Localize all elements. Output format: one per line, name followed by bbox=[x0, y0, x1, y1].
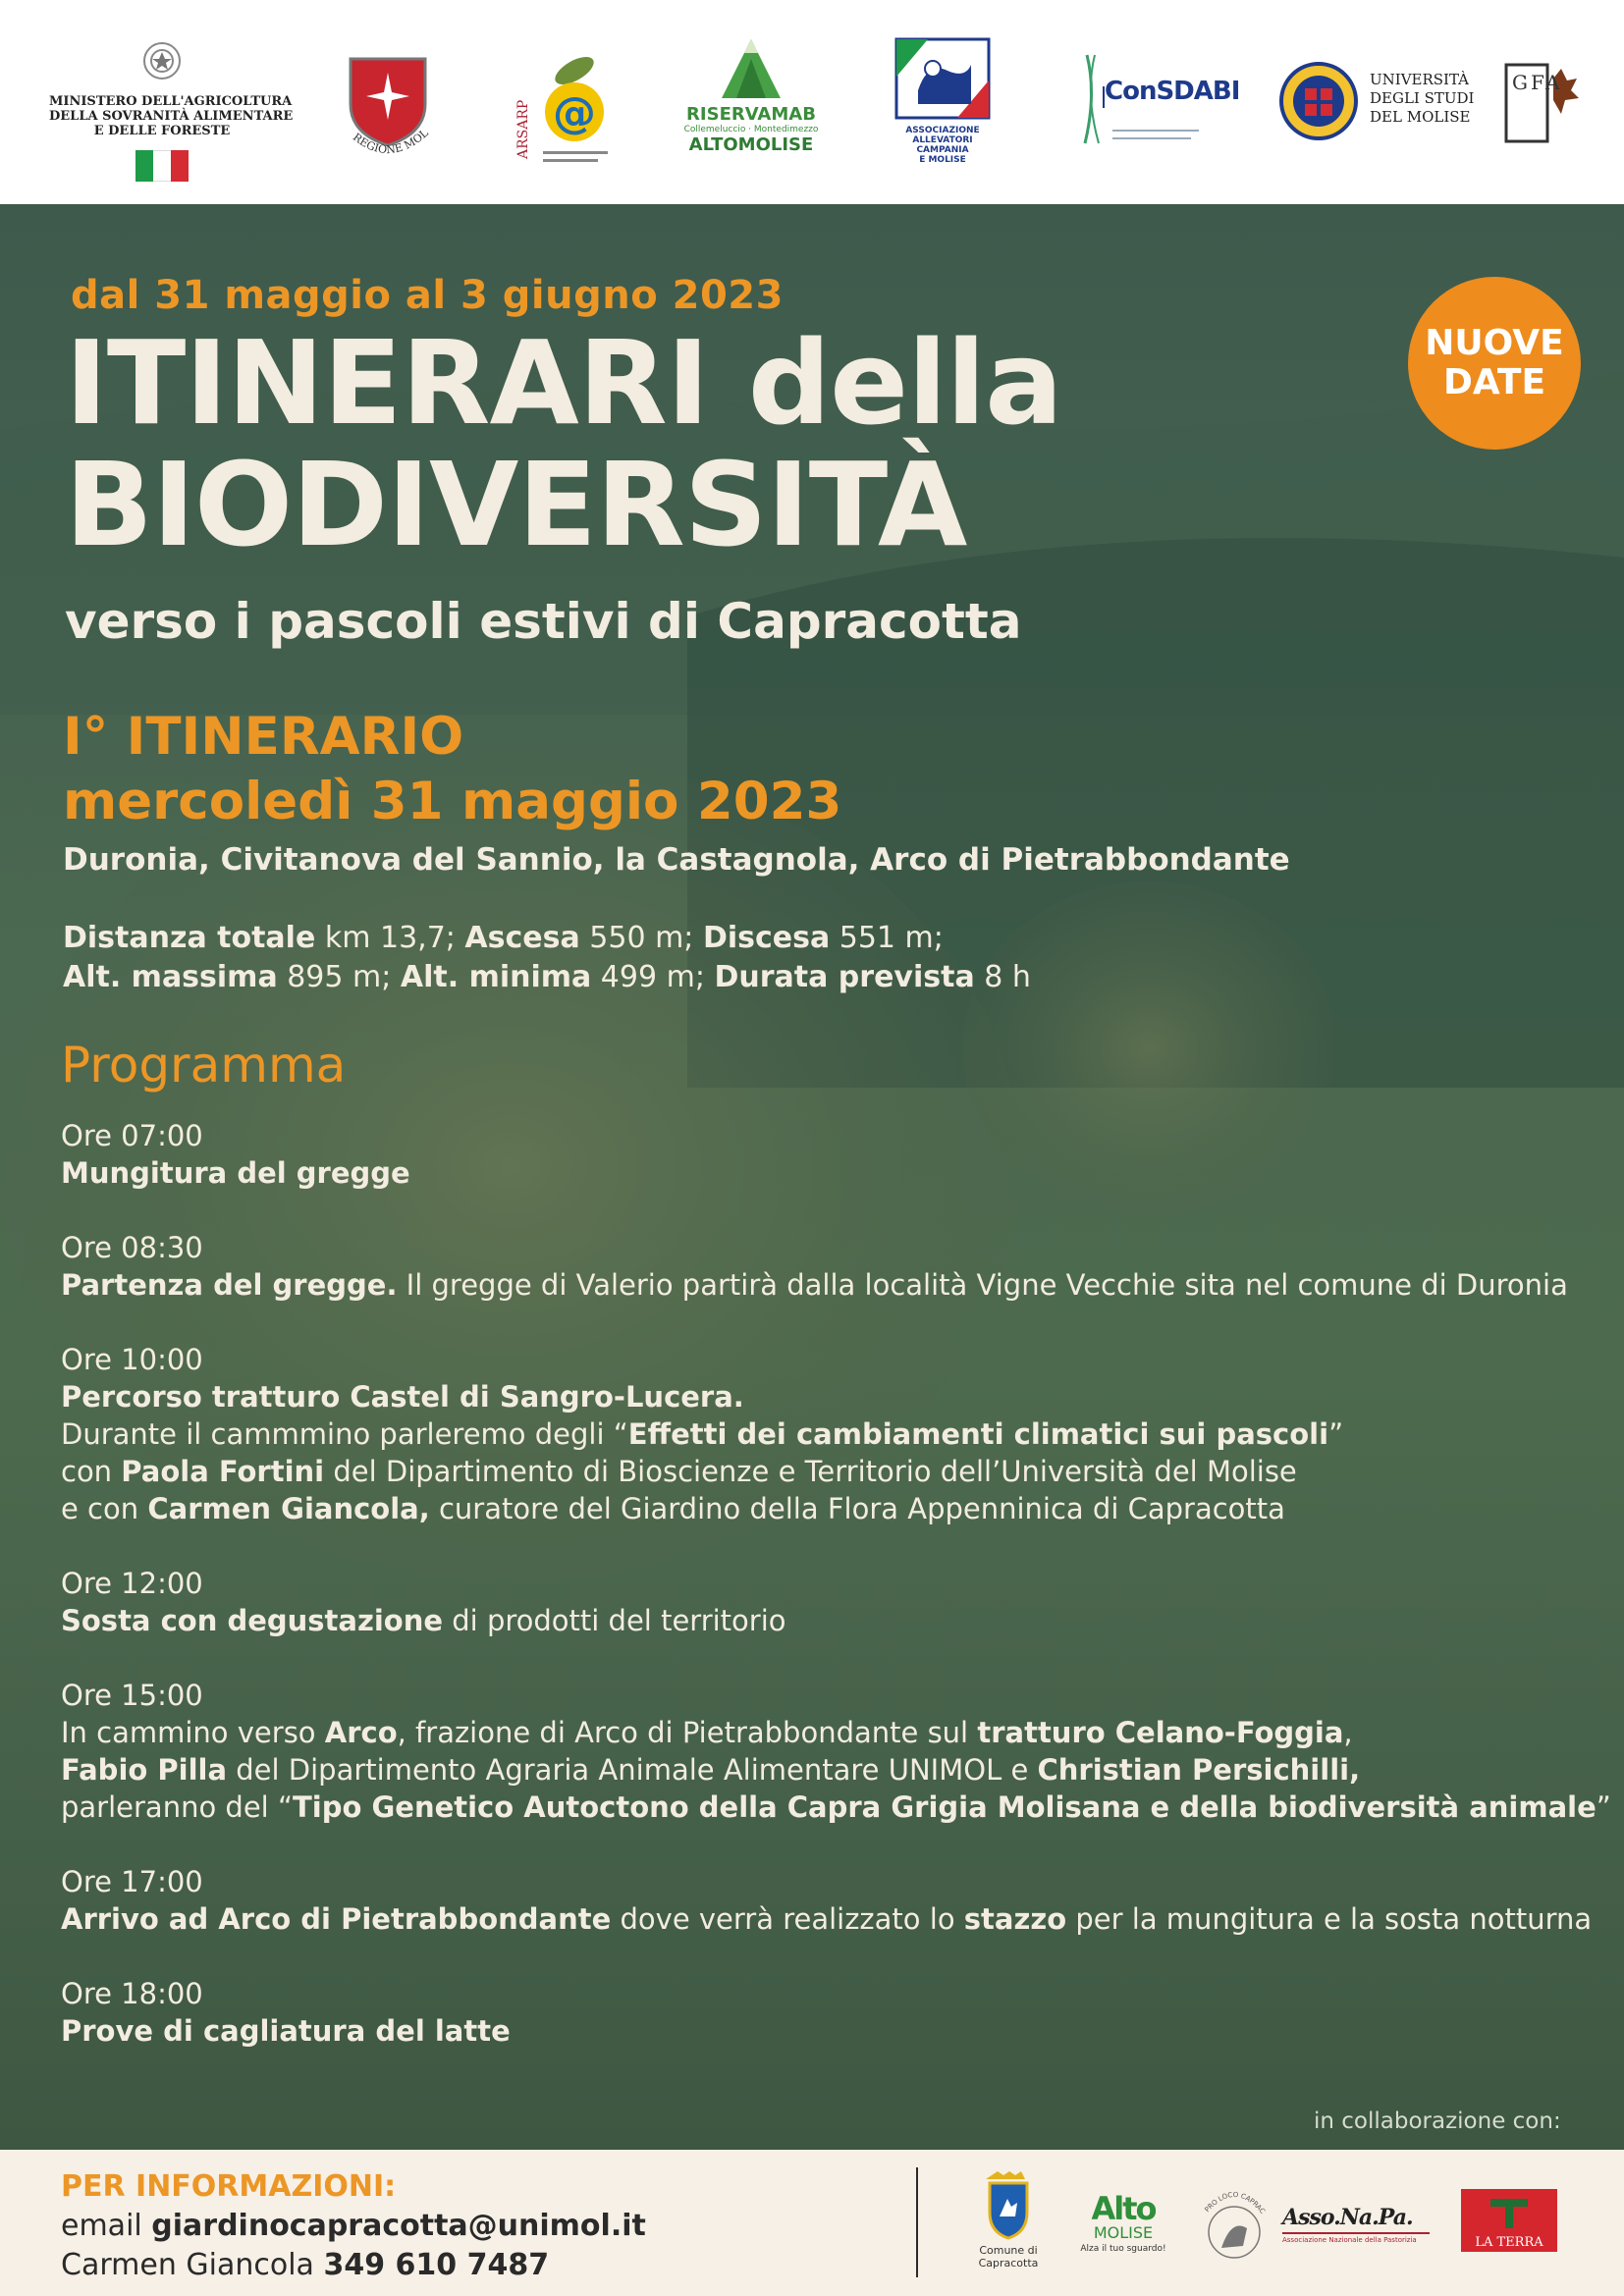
badge-line-2: DATE bbox=[1442, 362, 1546, 402]
assonapa-subtext: Associazione Nazionale della Pastorizia bbox=[1282, 2232, 1430, 2244]
comune-line-1: Comune di bbox=[979, 2244, 1038, 2257]
program-text-line bbox=[61, 1453, 1612, 1490]
regione-shield-icon bbox=[329, 47, 447, 175]
ascent-value: 550 m; bbox=[579, 921, 703, 955]
duration-label: Durata prevista bbox=[714, 960, 975, 994]
stats-line-1 bbox=[63, 919, 1031, 958]
program-bold-text: Tipo Genetico Autoctono della Capra Grigia Molisana e della biodiversità animale bbox=[292, 1790, 1597, 1824]
new-dates-badge bbox=[1408, 277, 1581, 450]
program-text: parleranno del “ bbox=[61, 1790, 293, 1824]
riserva-line-2: Collemeluccio · Montedimezzo bbox=[683, 125, 819, 134]
program-text: di prodotti del territorio bbox=[443, 1604, 786, 1637]
phone-number: 349 610 7487 bbox=[323, 2248, 550, 2282]
program-text-line bbox=[61, 2012, 1612, 2050]
email-link[interactable]: giardinocapracotta@unimol.it bbox=[151, 2209, 646, 2243]
program-time: Ore 18:00 bbox=[61, 1977, 203, 2010]
program-item bbox=[61, 1117, 1612, 1192]
assonapa-logo bbox=[1282, 2205, 1430, 2254]
itinerary-date: mercoledì 31 maggio 2023 bbox=[63, 772, 842, 831]
riserva-line-1: RISERVAMAB bbox=[686, 104, 816, 125]
itinerary-number: I° ITINERARIO bbox=[63, 707, 464, 767]
comune-crest-icon bbox=[964, 2169, 1053, 2240]
program-bold-text: Arrivo ad Arco di Pietrabbondante bbox=[61, 1902, 612, 1936]
program-bold-text: Arco bbox=[324, 1716, 398, 1749]
alt-min-label: Alt. minima bbox=[400, 960, 592, 994]
associazione-allevatori-logo bbox=[889, 31, 997, 179]
program-bold-text: Carmen Giancola, bbox=[147, 1492, 430, 1525]
duration-value: 8 h bbox=[974, 960, 1031, 994]
program-text-line bbox=[61, 1900, 1612, 1938]
universita-line-1: UNIVERSITÀ bbox=[1370, 71, 1469, 88]
program-text: In cammino verso bbox=[61, 1716, 325, 1749]
associazione-line-4: E MOLISE bbox=[919, 155, 966, 165]
program-bold-text: Partenza del gregge. bbox=[61, 1268, 398, 1302]
program-time: Ore 07:00 bbox=[61, 1119, 203, 1152]
ministry-line-2: DELLA SOVRANITÀ ALIMENTARE bbox=[49, 109, 294, 124]
program-list bbox=[61, 1117, 1612, 2087]
pro-loco-logo bbox=[1200, 2173, 1269, 2281]
regione-molise-text: REGIONE MOL bbox=[350, 126, 431, 157]
svg-text:@: @ bbox=[553, 88, 596, 138]
itinerary-stats bbox=[63, 919, 1031, 997]
hero-section bbox=[0, 204, 1624, 2150]
program-bold-text: stazzo bbox=[963, 1902, 1067, 1936]
arsarp-text: ARSARP bbox=[515, 99, 531, 159]
arsarp-at-icon bbox=[535, 41, 614, 169]
animals-icon bbox=[889, 31, 997, 122]
program-text-line bbox=[61, 1751, 1612, 1789]
mountain-tree-icon bbox=[677, 31, 825, 100]
info-heading: PER INFORMAZIONI: bbox=[61, 2169, 397, 2204]
consdabi-logo bbox=[1075, 49, 1240, 147]
descent-label: Discesa bbox=[702, 921, 831, 955]
descent-value: 551 m; bbox=[830, 921, 944, 955]
program-text: e con bbox=[61, 1492, 148, 1525]
program-text-line bbox=[61, 1789, 1612, 1826]
gfa-text: GFA bbox=[1512, 71, 1563, 94]
alto-slogan: Alza il tuo sguardo! bbox=[1080, 2244, 1166, 2254]
program-item bbox=[61, 1975, 1612, 2050]
la-terra-text: LA TERRA bbox=[1475, 2235, 1543, 2250]
ministry-logo bbox=[49, 35, 294, 183]
program-text: dove verrà realizzato lo bbox=[611, 1902, 964, 1936]
regione-molise-logo bbox=[329, 47, 447, 175]
program-item bbox=[61, 1341, 1612, 1527]
program-item bbox=[61, 1229, 1612, 1304]
program-time: Ore 17:00 bbox=[61, 1865, 203, 1898]
alt-max-label: Alt. massima bbox=[63, 960, 278, 994]
alt-min-value: 499 m; bbox=[591, 960, 715, 994]
collaboration-label: in collaborazione con: bbox=[1314, 2109, 1561, 2134]
program-text: con bbox=[61, 1455, 122, 1488]
program-bold-text: Fabio Pilla bbox=[61, 1753, 228, 1787]
info-email-line bbox=[61, 2209, 646, 2243]
itinerary-places: Duronia, Civitanova del Sannio, la Castagnola, Arco di Pietrabbondante bbox=[63, 842, 1290, 878]
alto-text: Alto bbox=[1091, 2190, 1156, 2227]
program-item bbox=[61, 1677, 1612, 1826]
program-text-line bbox=[61, 1266, 1612, 1304]
program-text: Il gregge di Valerio partirà dalla località Vigne Vecchie sita nel comune di Duronia bbox=[397, 1268, 1568, 1302]
distance-value: km 13,7; bbox=[315, 921, 465, 955]
title-line-2: BIODIVERSITÀ bbox=[65, 437, 967, 572]
universita-line-2: DEGLI STUDI bbox=[1370, 89, 1475, 107]
info-phone-line bbox=[61, 2248, 549, 2282]
pro-loco-emblem-icon bbox=[1200, 2173, 1269, 2281]
comune-line-2: Capracotta bbox=[978, 2257, 1039, 2269]
program-bold-text: Prove di cagliatura del latte bbox=[61, 2014, 511, 2048]
subtitle: verso i pascoli estivi di Capracotta bbox=[65, 593, 1022, 650]
program-item bbox=[61, 1863, 1612, 1938]
contact-name: Carmen Giancola bbox=[61, 2248, 324, 2282]
program-bold-text: Sosta con degustazione bbox=[61, 1604, 444, 1637]
title-line-1: ITINERARI della bbox=[65, 315, 1062, 451]
svg-text:PRO LOCO CAPRACOTTA bbox=[1200, 2173, 1267, 2216]
arsarp-logo bbox=[515, 41, 614, 169]
pro-loco-text: PRO LOCO CAPRAC bbox=[1203, 2190, 1267, 2216]
program-text-line bbox=[61, 1378, 1612, 1415]
program-text: ” bbox=[1328, 1417, 1344, 1451]
program-text: , bbox=[1343, 1716, 1353, 1749]
program-text: curatore del Giardino della Flora Appenninica di Capracotta bbox=[429, 1492, 1285, 1525]
program-text: del Dipartimento Agraria Animale Alimentare UNIMOL e bbox=[227, 1753, 1038, 1787]
main-title bbox=[65, 315, 1062, 572]
associazione-line-1: ASSOCIAZIONE bbox=[905, 126, 980, 135]
program-text-line bbox=[61, 1602, 1612, 1639]
ministry-line-1: MINISTERO DELL'AGRICOLTURA bbox=[49, 94, 293, 109]
program-bold-text: Mungitura del gregge bbox=[61, 1156, 410, 1190]
program-text: Durante il cammmino parleremo degli “ bbox=[61, 1417, 628, 1451]
associazione-line-2: ALLEVATORI bbox=[912, 135, 973, 145]
program-bold-text: Percorso tratturo Castel di Sangro-Lucera. bbox=[61, 1380, 744, 1414]
badge-line-1: NUOVE bbox=[1425, 323, 1564, 363]
universita-line-3: DEL MOLISE bbox=[1370, 108, 1471, 126]
alt-max-value: 895 m; bbox=[277, 960, 401, 994]
alto-molise-logo bbox=[1074, 2190, 1172, 2281]
program-text-line bbox=[61, 1154, 1612, 1192]
email-prefix: email bbox=[61, 2209, 152, 2243]
program-bold-text: Effetti dei cambiamenti climatici sui pascoli bbox=[627, 1417, 1329, 1451]
footer bbox=[0, 2150, 1624, 2296]
logo-bar bbox=[0, 0, 1624, 204]
program-text: , frazione di Arco di Pietrabbondante sul bbox=[397, 1716, 978, 1749]
consdabi-text: ConSDABI bbox=[1105, 77, 1240, 106]
university-seal-icon bbox=[1279, 61, 1358, 141]
program-time: Ore 08:30 bbox=[61, 1231, 203, 1264]
footer-divider bbox=[916, 2167, 918, 2277]
assonapa-text: Asso.Na.Pa. bbox=[1282, 2205, 1413, 2230]
comune-capracotta-logo bbox=[964, 2169, 1053, 2287]
program-item bbox=[61, 1565, 1612, 1639]
gfa-logo bbox=[1502, 61, 1581, 145]
program-bold-text: tratturo Celano-Foggia bbox=[977, 1716, 1344, 1749]
program-time: Ore 12:00 bbox=[61, 1567, 203, 1600]
italian-flag-icon bbox=[135, 150, 189, 182]
program-text-line bbox=[61, 1490, 1612, 1527]
italian-emblem-icon bbox=[49, 35, 275, 90]
riserva-line-3: ALTOMOLISE bbox=[688, 134, 814, 155]
program-text-line bbox=[61, 1415, 1612, 1453]
program-text-line bbox=[61, 1714, 1612, 1751]
riserva-mab-logo bbox=[677, 31, 825, 169]
program-text: per la mungitura e la sosta notturna bbox=[1066, 1902, 1593, 1936]
la-terra-tool-icon bbox=[1461, 2189, 1557, 2236]
program-text: ” bbox=[1596, 1790, 1611, 1824]
program-text: del Dipartimento di Bioscienze e Territorio dell’Università del Molise bbox=[324, 1455, 1297, 1488]
program-heading: Programma bbox=[61, 1037, 347, 1094]
program-time: Ore 10:00 bbox=[61, 1343, 203, 1376]
ascent-label: Ascesa bbox=[464, 921, 580, 955]
date-range: dal 31 maggio al 3 giugno 2023 bbox=[71, 273, 784, 318]
molise-text: MOLISE bbox=[1093, 2223, 1154, 2242]
program-time: Ore 15:00 bbox=[61, 1679, 203, 1712]
universita-molise-logo bbox=[1279, 61, 1476, 145]
la-terra-logo bbox=[1461, 2189, 1557, 2252]
program-bold-text: Christian Persichilli, bbox=[1037, 1753, 1361, 1787]
ministry-line-3: E DELLE FORESTE bbox=[93, 124, 231, 138]
associazione-line-3: CAMPANIA bbox=[916, 145, 969, 155]
stats-line-2 bbox=[63, 958, 1031, 997]
distance-label: Distanza totale bbox=[63, 921, 316, 955]
program-bold-text: Paola Fortini bbox=[121, 1455, 325, 1488]
